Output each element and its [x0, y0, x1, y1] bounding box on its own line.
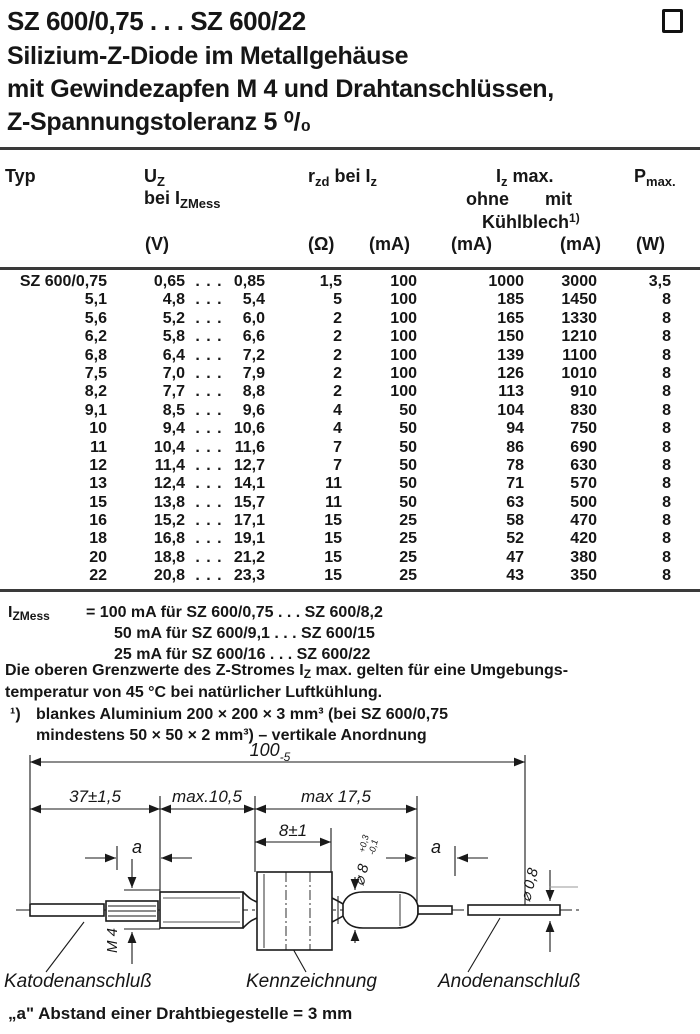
table-cell: . . .: [195, 548, 223, 566]
table-cell: 63: [506, 493, 524, 511]
table-cell: 6,8: [84, 346, 107, 364]
cathode-label: Katodenanschluß: [4, 971, 152, 992]
dim-a-right: a: [430, 837, 442, 857]
table-cell: 7,7: [162, 383, 185, 401]
table-cell: 15: [89, 493, 107, 511]
col-header-kuehlblech: Kühlblech$^{1)}$: [482, 211, 580, 232]
table-cell: 350: [570, 567, 597, 585]
table-cell: 1450: [561, 291, 597, 309]
table-cell: . . .: [195, 346, 223, 364]
table-cell: . . .: [195, 420, 223, 438]
bend-distance-note: „a" Abstand einer Drahtbiegestelle = 3 mm: [8, 1004, 353, 1023]
table-cell: 10,6: [233, 420, 265, 438]
table-cell: 4: [333, 420, 342, 438]
table-cell: 16,8: [153, 530, 185, 548]
table-cell: 4,8: [162, 291, 185, 309]
table-cell: 5: [333, 291, 342, 309]
table-cell: 9,4: [162, 420, 185, 438]
thread-size-label: M 4: [104, 927, 121, 953]
table-row: [0, 328, 700, 346]
dim-body-length: max 17,5: [301, 787, 371, 806]
table-cell: 6,0: [242, 309, 265, 327]
table-cell: . . .: [195, 383, 223, 401]
table-cell: 8: [662, 456, 671, 474]
table-cell: 100: [390, 273, 417, 290]
limit-note-line-2: temperatur von 45 °C bei natürlicher Luftkühlung.: [5, 684, 383, 701]
table-cell: 94: [506, 420, 524, 438]
col-header-typ: Typ: [5, 166, 36, 186]
table-cell: 71: [506, 475, 524, 493]
table-cell: 470: [570, 512, 597, 530]
table-cell: 8: [662, 567, 671, 585]
table-cell: 8: [662, 291, 671, 309]
table-cell: . . .: [195, 273, 223, 290]
table-cell: 50: [399, 438, 417, 456]
dimension-drawing: [0, 740, 700, 1004]
table-cell: 17,1: [233, 512, 265, 530]
table-row: [0, 567, 700, 585]
table-cell: 1000: [488, 273, 524, 290]
table-cell: 7,5: [84, 364, 107, 382]
col-header-mit: mit: [545, 189, 572, 209]
table-row: [0, 439, 700, 457]
table-cell: . . .: [195, 493, 223, 511]
table-cell: 500: [570, 493, 597, 511]
dim-a-left: a: [131, 837, 143, 857]
table-row: [0, 365, 700, 383]
table-cell: 10,4: [153, 438, 185, 456]
table-cell: 8: [662, 548, 671, 566]
table-cell: 0,65: [153, 273, 185, 290]
table-cell: 185: [497, 291, 524, 309]
table-cell: 380: [570, 548, 597, 566]
table-row: [0, 549, 700, 567]
table-cell: 100: [390, 364, 417, 382]
table-cell: 8: [662, 328, 671, 346]
table-cell: 750: [570, 420, 597, 438]
page-title: SZ 600/0,75 . . . SZ 600/22: [7, 6, 306, 36]
page-subtitle: [7, 40, 554, 139]
table-cell: 100: [390, 383, 417, 401]
col-header-pmax: $P_{max.}$: [634, 166, 676, 189]
col-header-iz-max: $I_z$ max.: [496, 166, 554, 189]
table-row: [0, 402, 700, 420]
table-cell: 5,2: [162, 309, 185, 327]
table-cell: 2: [333, 383, 342, 401]
table-cell: 12: [89, 456, 107, 474]
dim-body-tol-minus: -0,1: [366, 838, 380, 856]
table-cell: . . .: [195, 328, 223, 346]
table-row: [0, 310, 700, 328]
table-cell: 11: [325, 475, 342, 493]
table-cell: 11,6: [234, 438, 265, 456]
table-cell: 50: [399, 456, 417, 474]
table-cell: 18: [89, 530, 107, 548]
table-cell: 4: [333, 401, 342, 419]
dim-cathode-lead: 37±1,5: [69, 787, 121, 806]
table-cell: 15,7: [233, 493, 265, 511]
marking-band-cylinder: [257, 872, 332, 950]
table-cell: 2: [333, 309, 342, 327]
table-cell: 5,6: [84, 309, 107, 327]
table-cell: 8: [662, 512, 671, 530]
corner-box-icon: [662, 9, 683, 33]
table-cell: 8: [662, 383, 671, 401]
table-cell: 21,2: [233, 548, 265, 566]
table-cell: 9,1: [84, 401, 107, 419]
dim-body-diameter: ⌀ 8: [350, 862, 373, 888]
table-cell: 113: [498, 383, 524, 401]
table-cell: 50: [399, 475, 417, 493]
table-row: [0, 291, 700, 309]
table-cell: 7,2: [242, 346, 265, 364]
table-cell: 8: [662, 493, 671, 511]
table-cell: 58: [506, 512, 524, 530]
cathode-lead-wire: [30, 904, 104, 916]
table-cell: 5,1: [84, 291, 107, 309]
table-cell: 9,6: [242, 401, 265, 419]
table-cell: 25: [399, 567, 417, 585]
table-cell: 1010: [561, 364, 597, 382]
table-cell: 690: [570, 438, 597, 456]
anode-lead-inner: [418, 906, 452, 914]
table-cell: 570: [570, 475, 597, 493]
table-row: [0, 347, 700, 365]
izmess-line-3: 25 mA für SZ 600/16 . . . SZ 600/22: [114, 646, 371, 663]
unit-v: (V): [145, 234, 169, 254]
table-cell: 15: [324, 530, 342, 548]
anode-lead-wire: [468, 905, 560, 915]
dim-body-tol-plus: +0,3: [356, 833, 371, 854]
table-cell: 8,8: [242, 383, 265, 401]
subtitle-line: Z-Spannungstoleranz 5 ⁰/₀: [7, 108, 312, 136]
unit-ohm: (Ω): [308, 234, 335, 254]
izmess-line-1: = 100 mA für SZ 600/0,75 . . . SZ 600/8,2: [86, 604, 383, 621]
table-cell: 11,4: [154, 456, 185, 474]
table-cell: 8: [662, 420, 671, 438]
izmess-line-2: 50 mA für SZ 600/9,1 . . . SZ 600/15: [114, 625, 375, 642]
divider: [0, 589, 700, 592]
table-cell: 11: [325, 493, 342, 511]
limit-note-line-1: Die oberen Grenzwerte des Z-Stromes $I_Z$ max. gelten für eine Umgebungs-: [5, 662, 569, 681]
table-cell: 25: [399, 548, 417, 566]
table-cell: 104: [497, 401, 524, 419]
table-row: [0, 383, 700, 401]
anode-label: Anodenanschluß: [438, 971, 581, 992]
dim-band-width: 8±1: [278, 821, 308, 840]
table-cell: 630: [570, 456, 597, 474]
table-cell: 150: [497, 328, 524, 346]
table-cell: 8: [662, 309, 671, 327]
table-cell: 23,3: [233, 567, 265, 585]
table-cell: 20: [89, 548, 107, 566]
table-cell: 7,9: [242, 364, 265, 382]
table-cell: . . .: [195, 438, 223, 456]
table-cell: 0,85: [233, 273, 265, 290]
col-header-ohne: ohne: [466, 189, 509, 209]
table-cell: 78: [506, 456, 524, 474]
table-cell: 25: [399, 530, 417, 548]
table-cell: 47: [506, 548, 524, 566]
table-cell: 1,5: [319, 273, 342, 290]
col-header-bei-izmess: bei $I_{ZMess}$: [144, 188, 221, 211]
table-row: [0, 475, 700, 493]
dim-wire-diameter: ⌀ 0,8: [517, 866, 543, 904]
table-cell: 12,4: [153, 475, 185, 493]
table-cell: 50: [399, 420, 417, 438]
footnote-1-line-1: blankes Aluminium 200 × 200 × 3 mm³ (bei SZ 600/0,75: [36, 706, 449, 723]
table-row: [0, 494, 700, 512]
table-cell: . . .: [195, 401, 223, 419]
glass-bulb: [343, 892, 418, 928]
table-cell: 15,2: [153, 512, 185, 530]
table-cell: 5,8: [162, 328, 185, 346]
table-cell: 6,4: [162, 346, 185, 364]
table-cell: 3,5: [648, 273, 671, 290]
table-cell: . . .: [195, 475, 223, 493]
table-cell: 100: [390, 328, 417, 346]
table-cell: . . .: [195, 512, 223, 530]
table-cell: 18,8: [153, 548, 185, 566]
unit-ma-2: (mA): [451, 234, 492, 254]
table-cell: . . .: [195, 364, 223, 382]
table-cell: 15: [324, 512, 342, 530]
table-cell: 12,7: [233, 456, 265, 474]
table-cell: 8: [662, 438, 671, 456]
table-cell: 8: [662, 530, 671, 548]
unit-ma-1: (mA): [369, 234, 410, 254]
table-cell: 8,5: [162, 401, 185, 419]
table-cell: 15: [324, 567, 342, 585]
table-cell: 11: [90, 438, 107, 456]
table-cell: . . .: [195, 456, 223, 474]
table-cell: 420: [570, 530, 597, 548]
table-cell: . . .: [195, 567, 223, 585]
table-cell: 165: [497, 309, 524, 327]
table-cell: 100: [390, 309, 417, 327]
table-cell: 100: [390, 291, 417, 309]
table-row: [0, 457, 700, 475]
table-cell: 830: [570, 401, 597, 419]
table-cell: 8: [662, 401, 671, 419]
table-cell: 6,6: [242, 328, 265, 346]
divider: [0, 147, 700, 150]
footnote-1-marker: ¹): [10, 706, 21, 723]
table-cell: 8: [662, 475, 671, 493]
table-cell: . . .: [195, 530, 223, 548]
table-cell: 910: [570, 383, 597, 401]
col-header-uz: $U_Z$: [144, 166, 165, 189]
table-cell: 8: [662, 346, 671, 364]
table-cell: 50: [399, 493, 417, 511]
table-cell: 20,8: [153, 567, 185, 585]
dim-stud-length: max.10,5: [172, 787, 242, 806]
table-cell: 16: [89, 512, 107, 530]
table-cell: 139: [497, 346, 524, 364]
table-cell: 52: [506, 530, 524, 548]
ratings-table-body: [0, 273, 700, 586]
table-cell: 86: [506, 438, 524, 456]
table-cell: 13,8: [153, 493, 185, 511]
table-cell: 6,2: [84, 328, 107, 346]
table-row: [0, 273, 700, 291]
table-cell: 3000: [561, 273, 597, 290]
col-header-rzd: $r_{zd}$ bei $I_z$: [308, 166, 377, 189]
unit-w: (W): [636, 234, 665, 254]
table-cell: . . .: [195, 309, 223, 327]
table-cell: 7: [333, 456, 342, 474]
subtitle-line: mit Gewindezapfen M 4 und Drahtanschlüssen,: [7, 75, 554, 103]
table-cell: 8,2: [84, 383, 107, 401]
table-cell: 126: [497, 364, 524, 382]
table-cell: 1210: [561, 328, 597, 346]
table-cell: 7: [333, 438, 342, 456]
table-cell: 7,0: [162, 364, 185, 382]
table-cell: 25: [399, 512, 417, 530]
unit-ma-3: (mA): [560, 234, 601, 254]
table-cell: 43: [506, 567, 524, 585]
hex-body: [160, 892, 243, 928]
table-cell: 2: [333, 328, 342, 346]
footnote-1-line-2: mindestens 50 × 50 × 2 mm³) – vertikale Anordnung: [36, 727, 427, 744]
table-cell: 1100: [562, 346, 597, 364]
marking-label: Kennzeichnung: [246, 971, 377, 992]
table-cell: SZ 600/0,75: [19, 273, 107, 290]
table-cell: 22: [89, 567, 107, 585]
table-cell: 2: [333, 364, 342, 382]
table-cell: 100: [390, 346, 417, 364]
table-cell: 1330: [561, 309, 597, 327]
table-row: [0, 512, 700, 530]
table-row: [0, 420, 700, 438]
table-cell: 15: [324, 548, 342, 566]
table-cell: 10: [89, 420, 107, 438]
table-cell: 2: [333, 346, 342, 364]
table-cell: 13: [89, 475, 107, 493]
table-cell: 50: [399, 401, 417, 419]
divider: [0, 267, 700, 270]
table-cell: 5,4: [242, 291, 265, 309]
table-cell: 8: [662, 364, 671, 382]
table-cell: . . .: [195, 291, 223, 309]
izmess-symbol: $I_{ZMess}$: [8, 604, 50, 623]
subtitle-line: Silizium-Z-Diode im Metallgehäuse: [7, 42, 409, 70]
table-cell: 19,1: [233, 530, 265, 548]
table-row: [0, 530, 700, 548]
table-cell: 14,1: [233, 475, 265, 493]
dim-overall-length: $100_{-5}$: [249, 740, 291, 764]
